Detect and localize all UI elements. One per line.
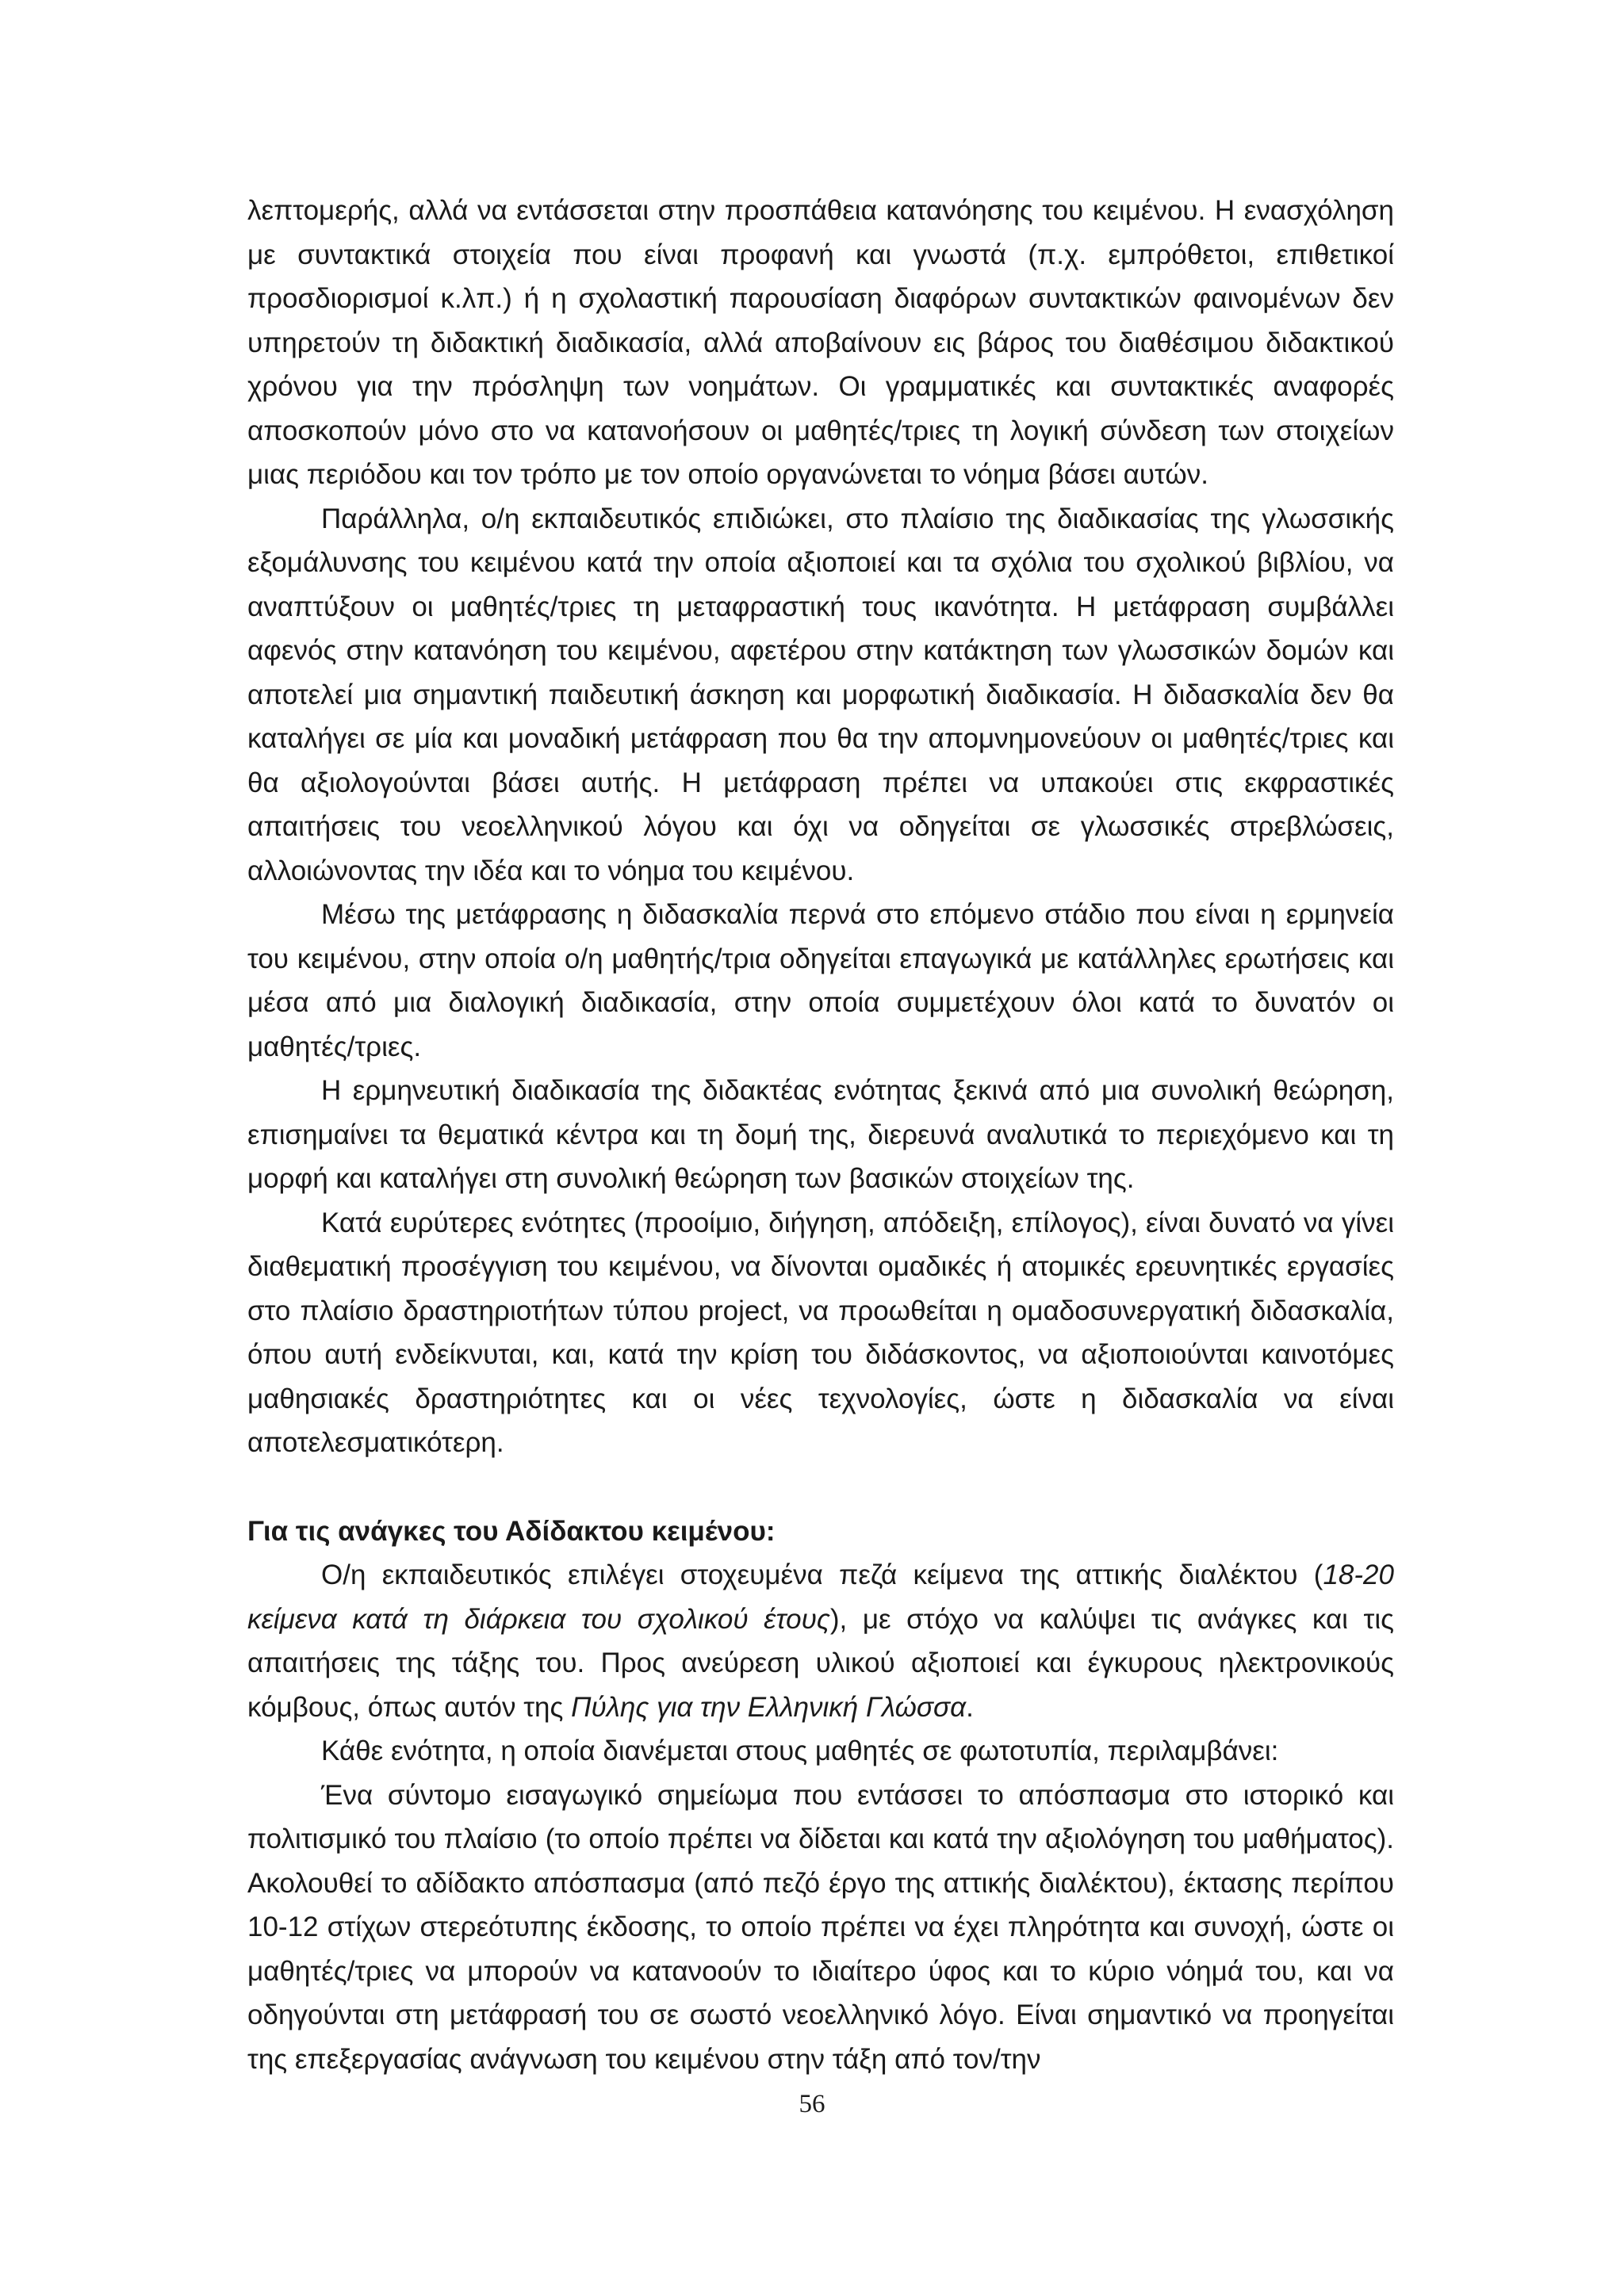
document-page <box>247 189 1394 2081</box>
paragraph-intro-note: Ένα σύντομο εισαγωγικό σημείωμα που εντάσσει το απόσπασμα στο ιστορικό και πολιτισμικό του πλαίσιο (το οποίο πρέπει να δίδεται και κατά την αξιολόγηση του μαθήματος). Ακολουθεί το αδίδακτο απόσπασμα (από πεζό έργο της αττικής διαλέκτου), έκτασης περίπου 10-12 στίχων στερεότυπης έκδοσης, το οποίο πρέπει να έχει πληρότητα και συνοχή, ώστε οι μαθητές/τριες να μπορούν να κατανοούν το ιδιαίτερο ύφος και το κύριο νόημά του, και να οδηγούνται στη μετάφρασή του σε σωστό νεοελληνικό λόγο. Είναι σημαντικό να προηγείται της επεξεργασίας ανάγνωση του κειμένου στην τάξη από τον/την <box>247 1779 1394 2075</box>
italic-text-run: 18-20 κείμενα κατά τη διάρκεια του σχολικού έτους <box>247 1559 1394 1635</box>
paragraph-unseen-texts <box>247 1553 1394 1729</box>
italic-text-run: Πύλης για την Ελληνική Γλώσσα <box>571 1691 967 1723</box>
paragraph-interpretation: Μέσω της μετάφρασης η διδασκαλία περνά στο επόμενο στάδιο που είναι η ερμηνεία του κειμένου, στην οποία ο/η μαθητής/τρια οδηγείται επαγωγικά με κατάλληλες ερωτήσεις και μέσα από μια διαλογική διαδικασία, στην οποία συμμετέχουν όλοι κατά το δυνατόν οι μαθητές/τριες. <box>247 899 1394 1062</box>
paragraph-syntax: λεπτομερής, αλλά να εντάσσεται στην προσπάθεια κατανόησης του κειμένου. Η ενασχόληση με συντακτικά στοιχεία που είναι προφανή και γνωστά (π.χ. εμπρόθετοι, επιθετικοί προσδιορισμοί κ.λπ.) ή η σχολαστική παρουσίαση διαφόρων συντακτικών φαινομένων δεν υπηρετούν τη διδακτική διαδικασία, αλλά αποβαίνουν εις βάρος του διαθέσιμου διδακτικού χρόνου για την πρόσληψη των νοημάτων. Οι γραμματικές και συντακτικές αναφορές αποσκοπούν μόνο στο να κατανοήσουν οι μαθητές/τριες τη λογική σύνδεση των στοιχείων μιας περιόδου και τον τρόπο με τον οποίο οργανώνεται το νόημα βάσει αυτών. <box>247 195 1394 490</box>
text-run: . <box>966 1691 974 1723</box>
paragraph-translation: Παράλληλα, ο/η εκπαιδευτικός επιδιώκει, στο πλαίσιο της διαδικασίας της γλωσσικής εξομάλυνσης του κειμένου κατά την οποία αξιοποιεί και τα σχόλια του σχολικού βιβλίου, να αναπτύξουν οι μαθητές/τριες τη μεταφραστική τους ικανότητα. Η μετάφραση συμβάλλει αφενός στην κατανόηση του κειμένου, αφετέρου στην κατάκτηση των γλωσσικών δομών και αποτελεί μια σημαντική παιδευτική άσκηση και μορφωτική διαδικασία. Η διδασκαλία δεν θα καταλήγει σε μία και μοναδική μετάφραση που θα την απομνημονεύουν οι μαθητές/τριες και θα αξιολογούνται βάσει αυτής. Η μετάφραση πρέπει να υπακούει στις εκφραστικές απαιτήσεις του νεοελληνικού λόγου και όχι να οδηγείται σε γλωσσικές στρεβλώσεις, αλλοιώνοντας την ιδέα και το νόημα του κειμένου. <box>247 503 1394 886</box>
section-spacer <box>247 1465 1394 1510</box>
text-run: Ο/η εκπαιδευτικός επιλέγει στοχευμένα πεζά κείμενα της αττικής διαλέκτου ( <box>321 1559 1323 1590</box>
text-run: ), με στόχο να καλύψει τις ανάγκες και τις απαιτήσεις της τάξης του. Προς ανεύρεση υλικού αξιοποιεί και έγκυρους ηλεκτρονικούς κόμβους, όπως αυτόν της <box>247 1603 1394 1723</box>
section-heading: Για τις ανάγκες του Αδίδακτου κειμένου: <box>247 1515 776 1547</box>
page-number: 56 <box>799 2090 825 2118</box>
paragraph-unit-contents: Κάθε ενότητα, η οποία διανέμεται στους μαθητές σε φωτοτυπία, περιλαμβάνει: <box>321 1735 1279 1766</box>
paragraph-hermeneutic: Η ερμηνευτική διαδικασία της διδακτέας ενότητας ξεκινά από μια συνολική θεώρηση, επισημαίνει τα θεματικά κέντρα και τη δομή της, διερευνά αναλυτικά το περιεχόμενο και τη μορφή και καταλήγει στη συνολική θεώρηση των βασικών στοιχείων της. <box>247 1075 1394 1194</box>
paragraph-project-work: Κατά ευρύτερες ενότητες (προοίμιο, διήγηση, απόδειξη, επίλογος), είναι δυνατό να γίνει διαθεματική προσέγγιση του κειμένου, να δίνονται ομαδικές ή ατομικές ερευνητικές εργασίες στο πλαίσιο δραστηριοτήτων τύπου project, να προωθείται η ομαδοσυνεργατική διδασκαλία, όπου αυτή ενδείκνυται, και, κατά την κρίση του διδάσκοντος, να αξιοποιούνται καινοτόμες μαθησιακές δραστηριότητες και οι νέες τεχνολογίες, ώστε η διδασκαλία να είναι αποτελεσματικότερη. <box>247 1207 1394 1458</box>
